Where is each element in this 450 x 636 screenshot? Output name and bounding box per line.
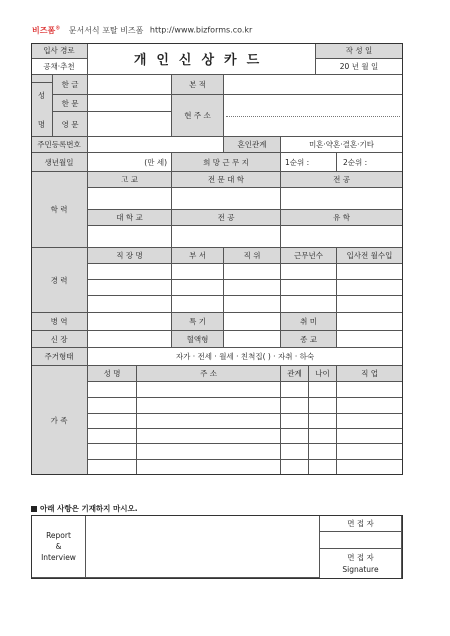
career-row-3-company[interactable] (88, 296, 172, 313)
fam-row-3-name[interactable] (88, 414, 137, 429)
height-field[interactable] (88, 331, 172, 348)
fam-row-2-age[interactable] (309, 398, 337, 414)
career-row-3-salary[interactable] (337, 296, 403, 313)
blood-label: 혈액형 (172, 331, 224, 348)
fam-row-6-relation[interactable] (281, 460, 309, 475)
fam-row-4-address[interactable] (137, 429, 281, 444)
salary-label: 입사전 월수입 (337, 248, 403, 264)
university-field[interactable] (88, 226, 172, 248)
interviewer-field[interactable] (320, 532, 402, 549)
fam-row-1-address[interactable] (137, 382, 281, 398)
high-school-label: 고 교 (88, 172, 172, 188)
fam-row-3-relation[interactable] (281, 414, 309, 429)
name-korean-field[interactable] (88, 75, 172, 95)
fam-row-2-job[interactable] (337, 398, 403, 414)
career-row-1-salary[interactable] (337, 264, 403, 280)
report-interview-field[interactable] (86, 516, 320, 578)
position-label: 직 위 (224, 248, 281, 264)
study-abroad-field[interactable] (281, 226, 403, 248)
career-row-3-years[interactable] (281, 296, 337, 313)
years-label: 근무년수 (281, 248, 337, 264)
fam-address-label: 주 소 (137, 366, 281, 382)
major2-field[interactable] (172, 226, 281, 248)
wish-dept-label: 희 망 근 무 지 (172, 153, 281, 172)
fam-row-6-address[interactable] (137, 460, 281, 475)
address-label: 현 주 소 (172, 95, 224, 137)
hobby-field[interactable] (337, 313, 403, 331)
career-row-1-department[interactable] (172, 264, 224, 280)
do-not-fill-note: 아래 사항은 기재하지 마시오. (31, 503, 138, 514)
career-row-2-company[interactable] (88, 280, 172, 296)
fam-row-5-age[interactable] (309, 444, 337, 460)
resident-no-field[interactable] (88, 137, 224, 153)
career-row-2-department[interactable] (172, 280, 224, 296)
interviewer-label-top: 면 접 자 (320, 516, 402, 532)
fam-row-4-job[interactable] (337, 429, 403, 444)
company-label: 직 장 명 (88, 248, 172, 264)
hobby-label: 취 미 (281, 313, 337, 331)
fam-row-6-job[interactable] (337, 460, 403, 475)
religion-field[interactable] (337, 331, 403, 348)
site-url[interactable]: http://www.bizforms.co.kr (149, 25, 253, 35)
fam-row-5-address[interactable] (137, 444, 281, 460)
rank1-field[interactable]: 1순위 : (281, 153, 337, 172)
name-english-field[interactable] (88, 112, 172, 137)
department-label: 부 서 (172, 248, 224, 264)
fam-row-1-age[interactable] (309, 382, 337, 398)
specialty-field[interactable] (224, 313, 281, 331)
write-date-field[interactable]: 20 년 월 일 (316, 59, 403, 75)
fam-row-5-job[interactable] (337, 444, 403, 460)
height-label: 신 장 (31, 331, 88, 348)
fam-row-4-relation[interactable] (281, 429, 309, 444)
address-divider (226, 116, 400, 117)
blood-field[interactable] (224, 331, 281, 348)
career-row-3-position[interactable] (224, 296, 281, 313)
name-label: 성 명 (31, 83, 53, 137)
origin-field[interactable] (224, 75, 403, 95)
fam-row-5-relation[interactable] (281, 444, 309, 460)
fam-row-6-name[interactable] (88, 460, 137, 475)
fam-job-label: 직 업 (337, 366, 403, 382)
name-label-top (31, 75, 53, 83)
family-label: 가 족 (31, 366, 88, 475)
write-date-label: 작 성 일 (316, 43, 403, 59)
origin-label: 본 적 (172, 75, 224, 95)
fam-row-2-relation[interactable] (281, 398, 309, 414)
career-row-2-position[interactable] (224, 280, 281, 296)
fam-relation-label: 관계 (281, 366, 309, 382)
career-row-1-position[interactable] (224, 264, 281, 280)
specialty-label: 특 기 (172, 313, 224, 331)
career-row-1-years[interactable] (281, 264, 337, 280)
fam-row-5-name[interactable] (88, 444, 137, 460)
housing-field[interactable]: 자가 · 전세 · 월세 · 친척집( ) · 자취 · 하숙 (88, 348, 403, 366)
fam-row-3-address[interactable] (137, 414, 281, 429)
career-row-2-years[interactable] (281, 280, 337, 296)
fam-row-6-age[interactable] (309, 460, 337, 475)
religion-label: 종 교 (281, 331, 337, 348)
fam-row-2-address[interactable] (137, 398, 281, 414)
fam-row-4-age[interactable] (309, 429, 337, 444)
junior-college-label: 전 문 대 학 (172, 172, 281, 188)
interviewer-signature-label: 면 접 자 Signature (320, 549, 402, 578)
fam-age-label: 나이 (309, 366, 337, 382)
fam-row-3-job[interactable] (337, 414, 403, 429)
name-hanja-label: 한 문 (53, 95, 88, 112)
housing-label: 주거형태 (31, 348, 88, 366)
entry-route-value: 공채·추천 (31, 59, 88, 75)
name-english-label: 영 문 (53, 112, 88, 137)
major2-label: 전 공 (172, 210, 281, 226)
interview-section (31, 515, 403, 579)
form-title: 개인신상카드 (88, 43, 316, 75)
major-label: 전 공 (281, 172, 403, 188)
junior-college-field[interactable] (172, 188, 281, 210)
study-abroad-label: 유 학 (281, 210, 403, 226)
marital-field[interactable]: 미혼·약혼·결혼·기타 (281, 137, 403, 153)
marital-label: 혼인관계 (224, 137, 281, 153)
fam-row-1-relation[interactable] (281, 382, 309, 398)
name-hanja-field[interactable] (88, 95, 172, 112)
education-label: 학 력 (31, 172, 88, 248)
site-header (32, 22, 252, 37)
career-label: 경 력 (31, 248, 88, 313)
birth-label: 생년월일 (31, 153, 88, 172)
fam-row-4-name[interactable] (88, 429, 137, 444)
fam-row-3-age[interactable] (309, 414, 337, 429)
address-field[interactable] (224, 95, 403, 137)
fam-row-1-name[interactable] (88, 382, 137, 398)
military-field[interactable] (88, 313, 172, 331)
university-label: 대 학 교 (88, 210, 172, 226)
report-interview-label: Report & Interview (32, 516, 86, 578)
rank2-field[interactable]: 2순위 : (337, 153, 403, 172)
military-label: 병 역 (31, 313, 88, 331)
personal-card-form (31, 43, 403, 475)
career-row-1-company[interactable] (88, 264, 172, 280)
brand-logo[interactable]: 비즈폼® (32, 25, 61, 35)
square-bullet-icon (31, 506, 37, 512)
career-row-2-salary[interactable] (337, 280, 403, 296)
career-row-3-department[interactable] (172, 296, 224, 313)
fam-row-2-name[interactable] (88, 398, 137, 414)
birth-field[interactable]: (만 세) (88, 153, 172, 172)
entry-route-label: 입사 경로 (31, 43, 88, 59)
high-school-field[interactable] (88, 188, 172, 210)
name-korean-label: 한 글 (53, 75, 88, 95)
fam-name-label: 성 명 (88, 366, 137, 382)
resident-no-label: 주민등록번호 (31, 137, 88, 153)
site-tagline: 문서서식 포탈 비즈폼 (68, 25, 144, 35)
major-field[interactable] (281, 188, 403, 210)
fam-row-1-job[interactable] (337, 382, 403, 398)
